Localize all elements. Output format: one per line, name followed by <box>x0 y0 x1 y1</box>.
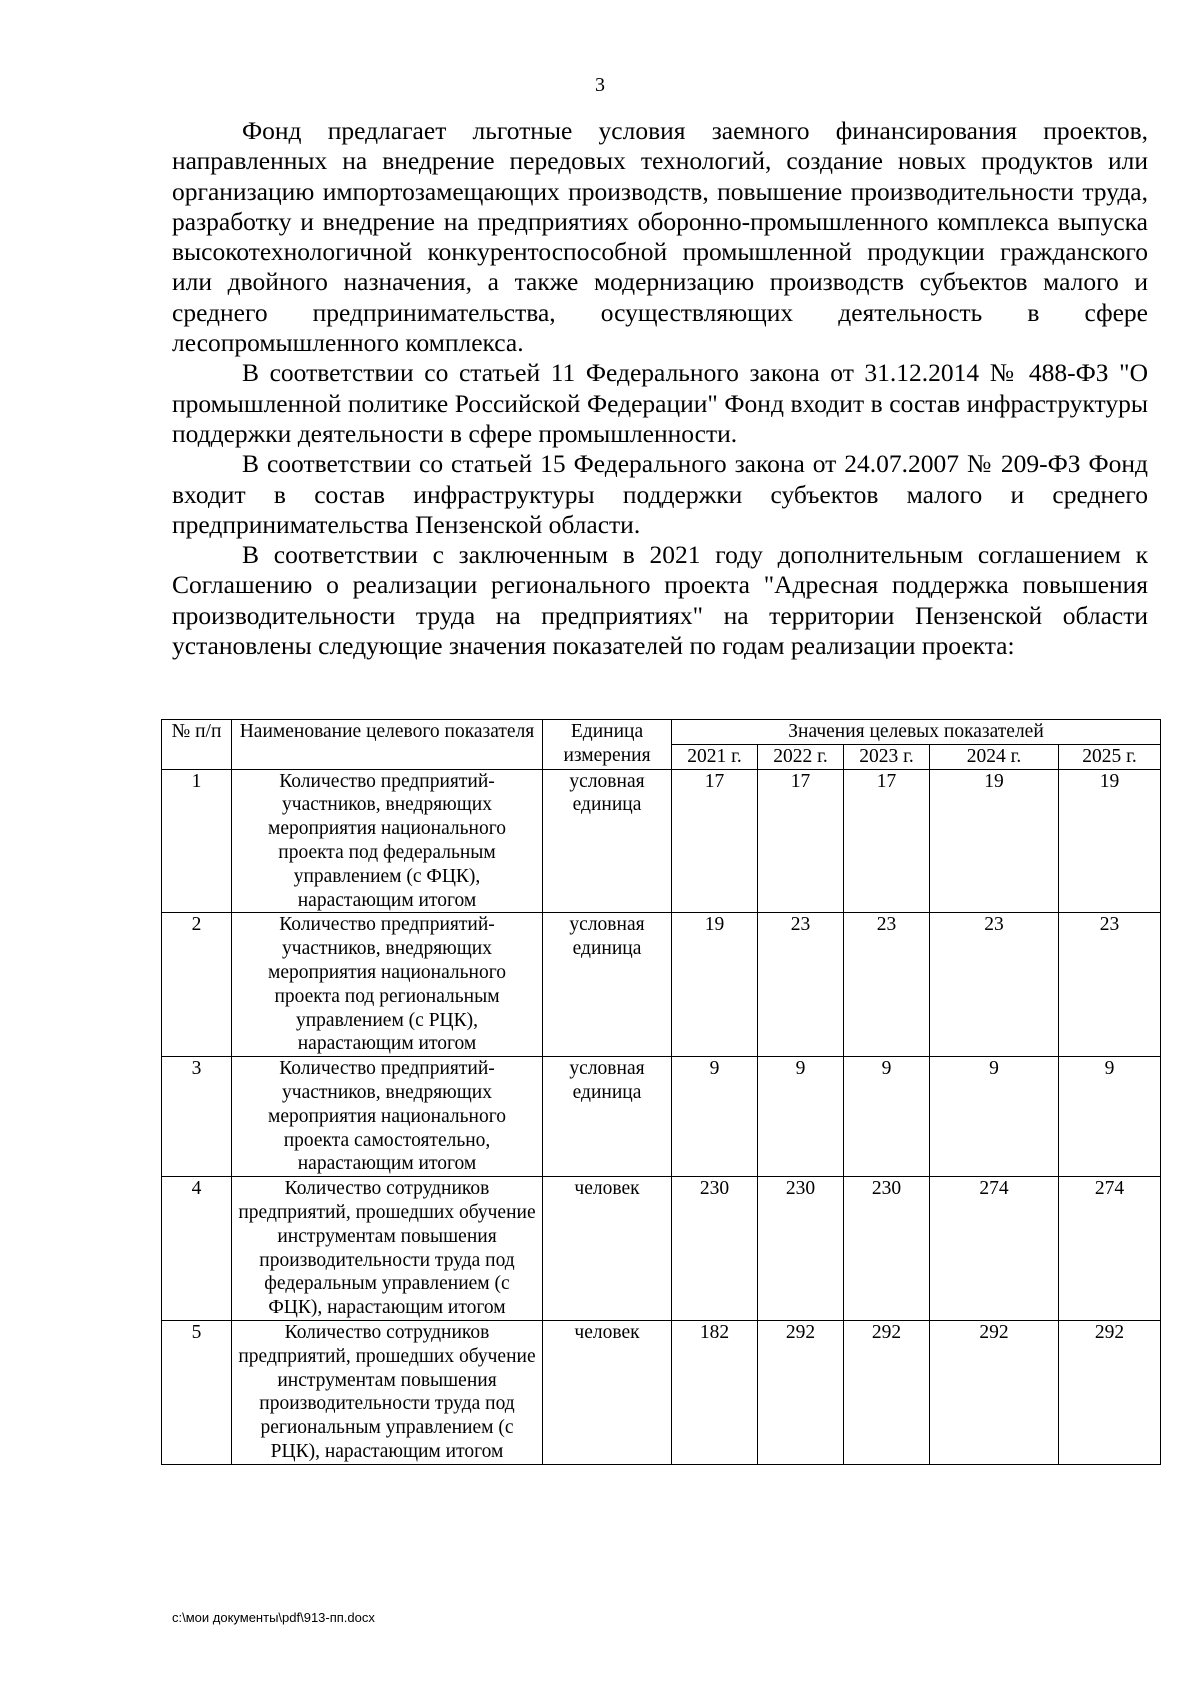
row-name: Количество предприятий-участников, внедряющих мероприятия национального проекта самостоятельно, нарастающим итогом <box>232 1057 543 1177</box>
row-value: 17 <box>758 769 844 913</box>
table-row <box>162 769 1161 913</box>
row-value: 274 <box>930 1177 1059 1321</box>
row-value: 9 <box>758 1057 844 1177</box>
row-value: 17 <box>672 769 758 913</box>
row-num: 2 <box>162 913 232 1057</box>
row-value: 23 <box>758 913 844 1057</box>
row-value: 230 <box>758 1177 844 1321</box>
paragraph: Фонд предлагает льготные условия заемного финансирования проектов, направленных на внедрение передовых технологий, создание новых продуктов или организацию импортозамещающих производств, повышение производительности труда, разработку и внедрение на предприятиях оборонно-промышленного комплекса выпуска высокотехнологичной конкурентоспособной промышленной продукции гражданского или двойного назначения, а также модернизацию производств субъектов малого и среднего предпринимательства, осуществляющих деятельность в сфере лесопромышленного комплекса. <box>172 116 1148 358</box>
row-value: 182 <box>672 1320 758 1464</box>
row-name: Количество сотрудников предприятий, прошедших обучение инструментам повышения производительности труда под региональным управлением (с РЦК), нарастающим итогом <box>232 1320 543 1464</box>
row-unit: условная единица <box>543 913 672 1057</box>
row-value: 9 <box>1059 1057 1161 1177</box>
row-value: 292 <box>930 1320 1059 1464</box>
header-name: Наименование целевого показателя <box>232 720 543 770</box>
row-value: 23 <box>844 913 930 1057</box>
table-row <box>162 1057 1161 1177</box>
row-unit: человек <box>543 1320 672 1464</box>
table-row <box>162 1177 1161 1321</box>
row-value: 230 <box>844 1177 930 1321</box>
row-value: 292 <box>1059 1320 1161 1464</box>
row-value: 19 <box>930 769 1059 913</box>
table-header-row <box>162 720 1161 745</box>
row-value: 17 <box>844 769 930 913</box>
body-text <box>172 116 1148 661</box>
paragraph: В соответствии с заключенным в 2021 году дополнительным соглашением к Соглашению о реализации регионального проекта "Адресная поддержка повышения производительности труда на предприятиях" на территории Пензенской области установлены следующие значения показателей по годам реализации проекта: <box>172 540 1148 661</box>
header-year: 2024 г. <box>930 744 1059 769</box>
table-row <box>162 1320 1161 1464</box>
indicators-table <box>161 719 1161 1465</box>
row-value: 274 <box>1059 1177 1161 1321</box>
header-values-group: Значения целевых показателей <box>672 720 1161 745</box>
header-num: № п/п <box>162 720 232 770</box>
row-num: 5 <box>162 1320 232 1464</box>
row-value: 19 <box>672 913 758 1057</box>
row-name: Количество сотрудников предприятий, прошедших обучение инструментам повышения производительности труда под федеральным управлением (с ФЦК), нарастающим итогом <box>232 1177 543 1321</box>
header-year: 2025 г. <box>1059 744 1161 769</box>
header-year: 2022 г. <box>758 744 844 769</box>
row-value: 19 <box>1059 769 1161 913</box>
header-year: 2023 г. <box>844 744 930 769</box>
row-value: 292 <box>758 1320 844 1464</box>
footer-file-path: c:\мои документы\pdf\913-пп.docx <box>172 1610 375 1625</box>
paragraph: В соответствии со статьей 15 Федерального закона от 24.07.2007 № 209-ФЗ Фонд входит в состав инфраструктуры поддержки субъектов малого и среднего предпринимательства Пензенской области. <box>172 449 1148 539</box>
row-unit: условная единица <box>543 1057 672 1177</box>
row-num: 3 <box>162 1057 232 1177</box>
row-value: 230 <box>672 1177 758 1321</box>
row-num: 1 <box>162 769 232 913</box>
row-num: 4 <box>162 1177 232 1321</box>
row-value: 23 <box>1059 913 1161 1057</box>
row-value: 292 <box>844 1320 930 1464</box>
page-number: 3 <box>595 74 605 96</box>
row-value: 9 <box>930 1057 1059 1177</box>
row-unit: человек <box>543 1177 672 1321</box>
row-value: 9 <box>844 1057 930 1177</box>
row-name: Количество предприятий-участников, внедряющих мероприятия национального проекта под региональным управлением (с РЦК), нарастающим итогом <box>232 913 543 1057</box>
row-name: Количество предприятий-участников, внедряющих мероприятия национального проекта под федеральным управлением (с ФЦК), нарастающим итогом <box>232 769 543 913</box>
row-value: 23 <box>930 913 1059 1057</box>
paragraph: В соответствии со статьей 11 Федерального закона от 31.12.2014 № 488-ФЗ "О промышленной политике Российской Федерации" Фонд входит в состав инфраструктуры поддержки деятельности в сфере промышленности. <box>172 358 1148 448</box>
table-row <box>162 913 1161 1057</box>
header-year: 2021 г. <box>672 744 758 769</box>
row-value: 9 <box>672 1057 758 1177</box>
header-unit: Единица измерения <box>543 720 672 770</box>
row-unit: условная единица <box>543 769 672 913</box>
